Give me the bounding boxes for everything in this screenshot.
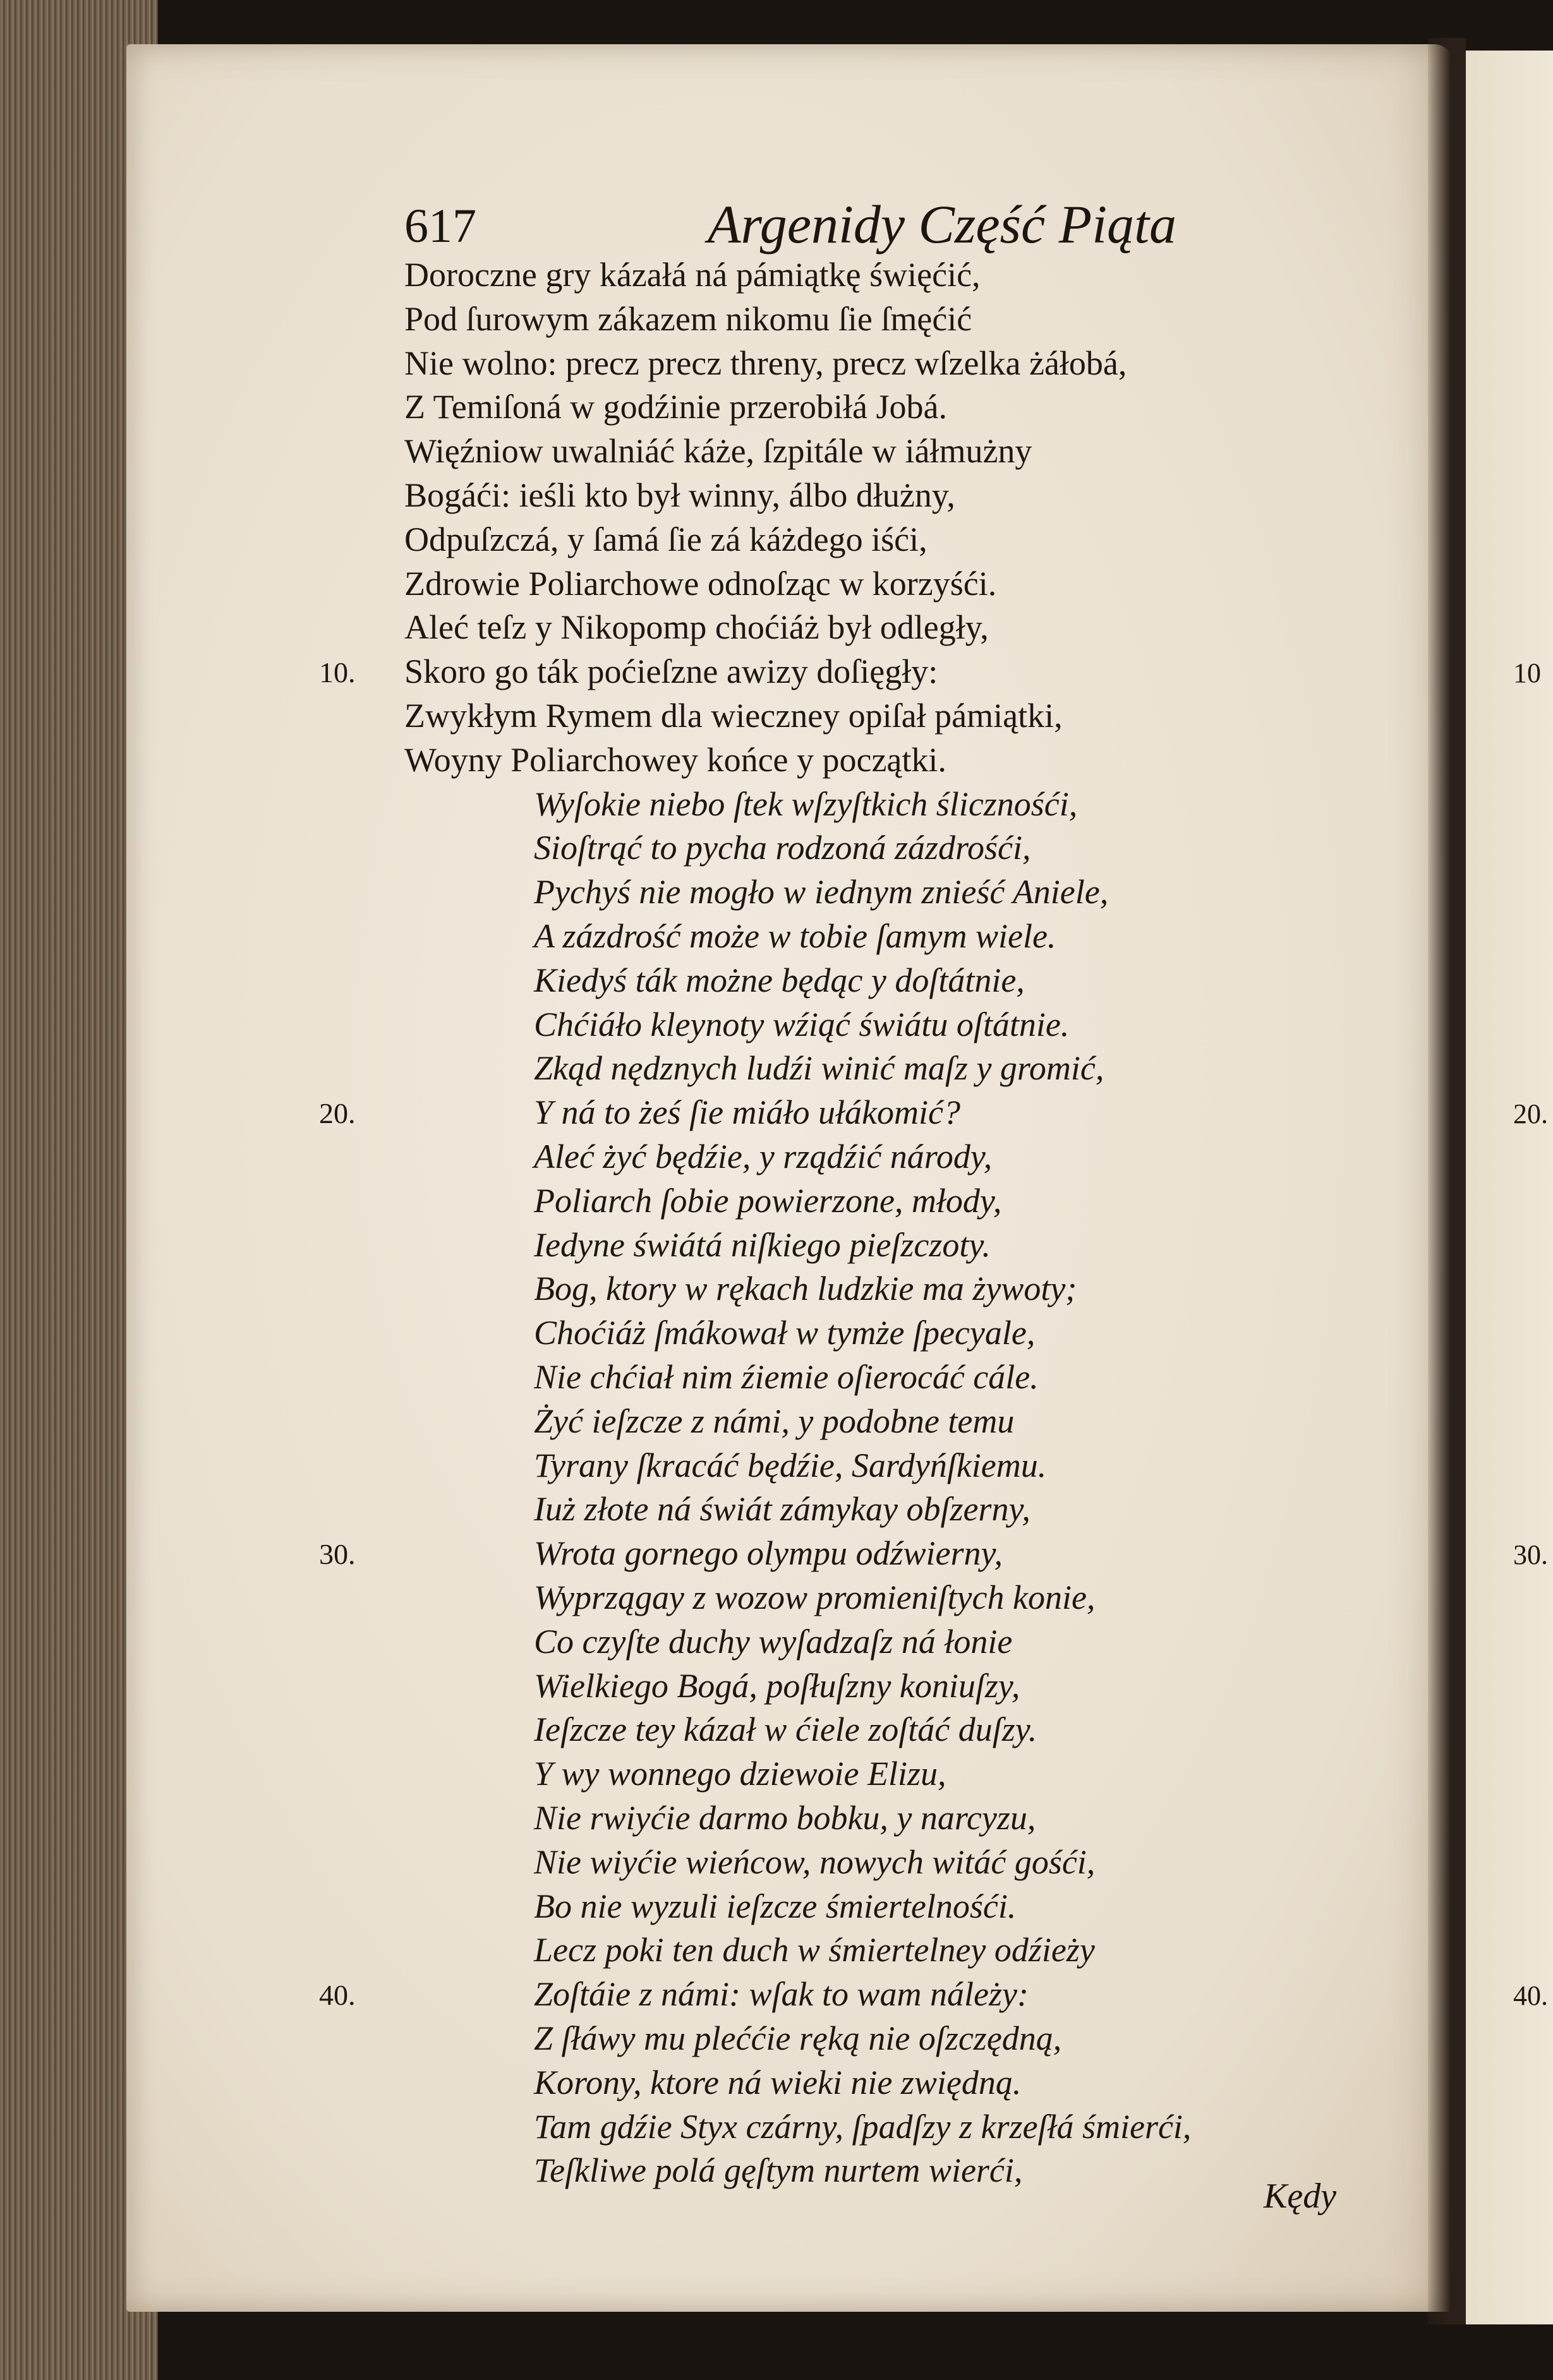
- verse-line: Nie rwiyćie darmo bobku, y narcyzu,: [534, 1799, 1036, 1837]
- verse-line: Korony, ktore ná wieki nie zwiędną.: [534, 2063, 1022, 2101]
- line-number: 40.: [319, 1979, 356, 2012]
- verse-line: Skoro go ták poćieſzne awizy doſięgły:: [404, 652, 938, 691]
- verse-line: A zázdrość może w tobie ſamym wiele.: [534, 917, 1056, 955]
- verse-line: Pychyś nie mogło w iednym znieść Aniele,: [534, 873, 1109, 911]
- next-page-line-number: 30.: [1513, 1539, 1548, 1571]
- verse-line: Ieſzcze tey kázał w ćiele zoſtáć duſzy.: [534, 1710, 1037, 1749]
- verse-line: Aleć teſz y Nikopomp choćiáż był odległy,: [404, 608, 989, 647]
- verse-line: Choćiáż ſmákował w tymże ſpecyale,: [534, 1314, 1036, 1352]
- verse-line: Zwykłym Rymem dla wieczney opiſał pámiątki,: [404, 697, 1063, 735]
- verse-line: Żyć ieſzcze z námi, y podobne temu: [534, 1402, 1015, 1440]
- verse-line: Doroczne gry kázałá ná pámiątkę święćić,: [404, 256, 981, 294]
- next-page-line-number: 20.: [1513, 1098, 1548, 1130]
- verse-line: Y wy wonnego dziewoie Elizu,: [534, 1755, 946, 1793]
- verse-line: Wielkiego Bogá, poſłuſzny koniuſzy,: [534, 1666, 1020, 1705]
- verse-line: Aleć żyć będźie, y rządźić národy,: [534, 1138, 993, 1175]
- verse-line: Bogáći: ieśli kto był winny, álbo dłużny,: [404, 476, 955, 514]
- verse-line: Wrota gornego olympu odźwierny,: [534, 1534, 1003, 1573]
- next-page-line-number: 40.: [1513, 1980, 1548, 2012]
- verse-line: Woyny Poliarchowey końce y początki.: [404, 740, 946, 779]
- line-number: 30.: [319, 1538, 356, 1571]
- running-head: [404, 193, 1200, 262]
- next-page-line-number: 10: [1513, 658, 1541, 689]
- verse-line: Z Temiſoná w godźinie przerobiłá Jobá.: [404, 388, 947, 426]
- verse-line: Co czyſte duchy wyſadzaſz ná łonie: [534, 1622, 1013, 1661]
- verse-line: Sioſtrąć to pycha rodzoná zázdrośći,: [534, 829, 1031, 867]
- page-number: 617: [404, 200, 476, 253]
- book-title: Argenidy Część Piąta: [708, 194, 1177, 255]
- verse-line: Więźniow uwalniáć káże, ſzpitále w iáłmużny: [404, 432, 1032, 471]
- verse-line: Nie chćiał nim źiemie oſierocáć cále.: [534, 1358, 1039, 1396]
- verse-line: Bo nie wyzuli ieſzcze śmiertelnośći.: [534, 1887, 1017, 1925]
- verse-line: Teſkliwe polá gęſtym nurtem wierći,: [534, 2151, 1023, 2190]
- book-gutter: [1428, 38, 1466, 2324]
- catchword: Kędy: [1264, 2177, 1337, 2216]
- verse-line: Kiedyś ták możne będąc y doſtátnie,: [534, 961, 1025, 999]
- verse-line: Nie wolno: precz precz threny, precz wſzelka żáłobá,: [404, 344, 1127, 382]
- verse-line: Y ná to żeś ſie miáło ułákomić?: [534, 1093, 960, 1132]
- verse-line: Bog, ktory w rękach ludzkie ma żywoty;: [534, 1270, 1077, 1308]
- verse-line: Poliarch ſobie powierzone, młody,: [534, 1181, 1002, 1220]
- line-number: 20.: [319, 1097, 356, 1130]
- verse-line: Zoſtáie z námi: wſak to wam náleży:: [534, 1975, 1029, 2014]
- verse-line: Tam gdźie Styx czárny, ſpadſzy z krzeſłá śmierći,: [534, 2107, 1192, 2146]
- verse-line: Chćiáło kleynoty wźiąć świátu oſtátnie.: [534, 1005, 1070, 1043]
- line-number: 10.: [319, 656, 356, 689]
- verse-line: Zkąd nędznych ludźi winić maſz y gromić,: [534, 1049, 1104, 1088]
- verse-line: Wyprzągay z wozow promieniſtych konie,: [534, 1578, 1096, 1616]
- verse-line: Pod ſurowym zákazem nikomu ſie ſmęćić: [404, 299, 972, 338]
- verse-line: Iuż złote ná świát zámykay obſzerny,: [534, 1490, 1030, 1529]
- verse-line: Lecz poki ten duch w śmiertelney odźieży: [534, 1931, 1095, 1969]
- verse-line: Tyrany ſkracáć będźie, Sardyńſkiemu.: [534, 1446, 1047, 1484]
- verse-line: Wyſokie niebo ſtek wſzyſtkich ślicznośći,: [534, 784, 1078, 823]
- verse-line: Nie wiyćie wieńcow, nowych witáć gośći,: [534, 1842, 1096, 1881]
- verse-line: Zdrowie Poliarchowe odnoſząc w korzyśći.: [404, 564, 997, 603]
- verse-line: Iedyne świátá niſkiego pieſzczoty.: [534, 1225, 991, 1264]
- verse-line: Odpuſzczá, y ſamá ſie zá káżdego iśći,: [404, 520, 928, 558]
- verse-line: Z ſłáwy mu pleććie ręką nie oſzczędną,: [534, 2019, 1062, 2057]
